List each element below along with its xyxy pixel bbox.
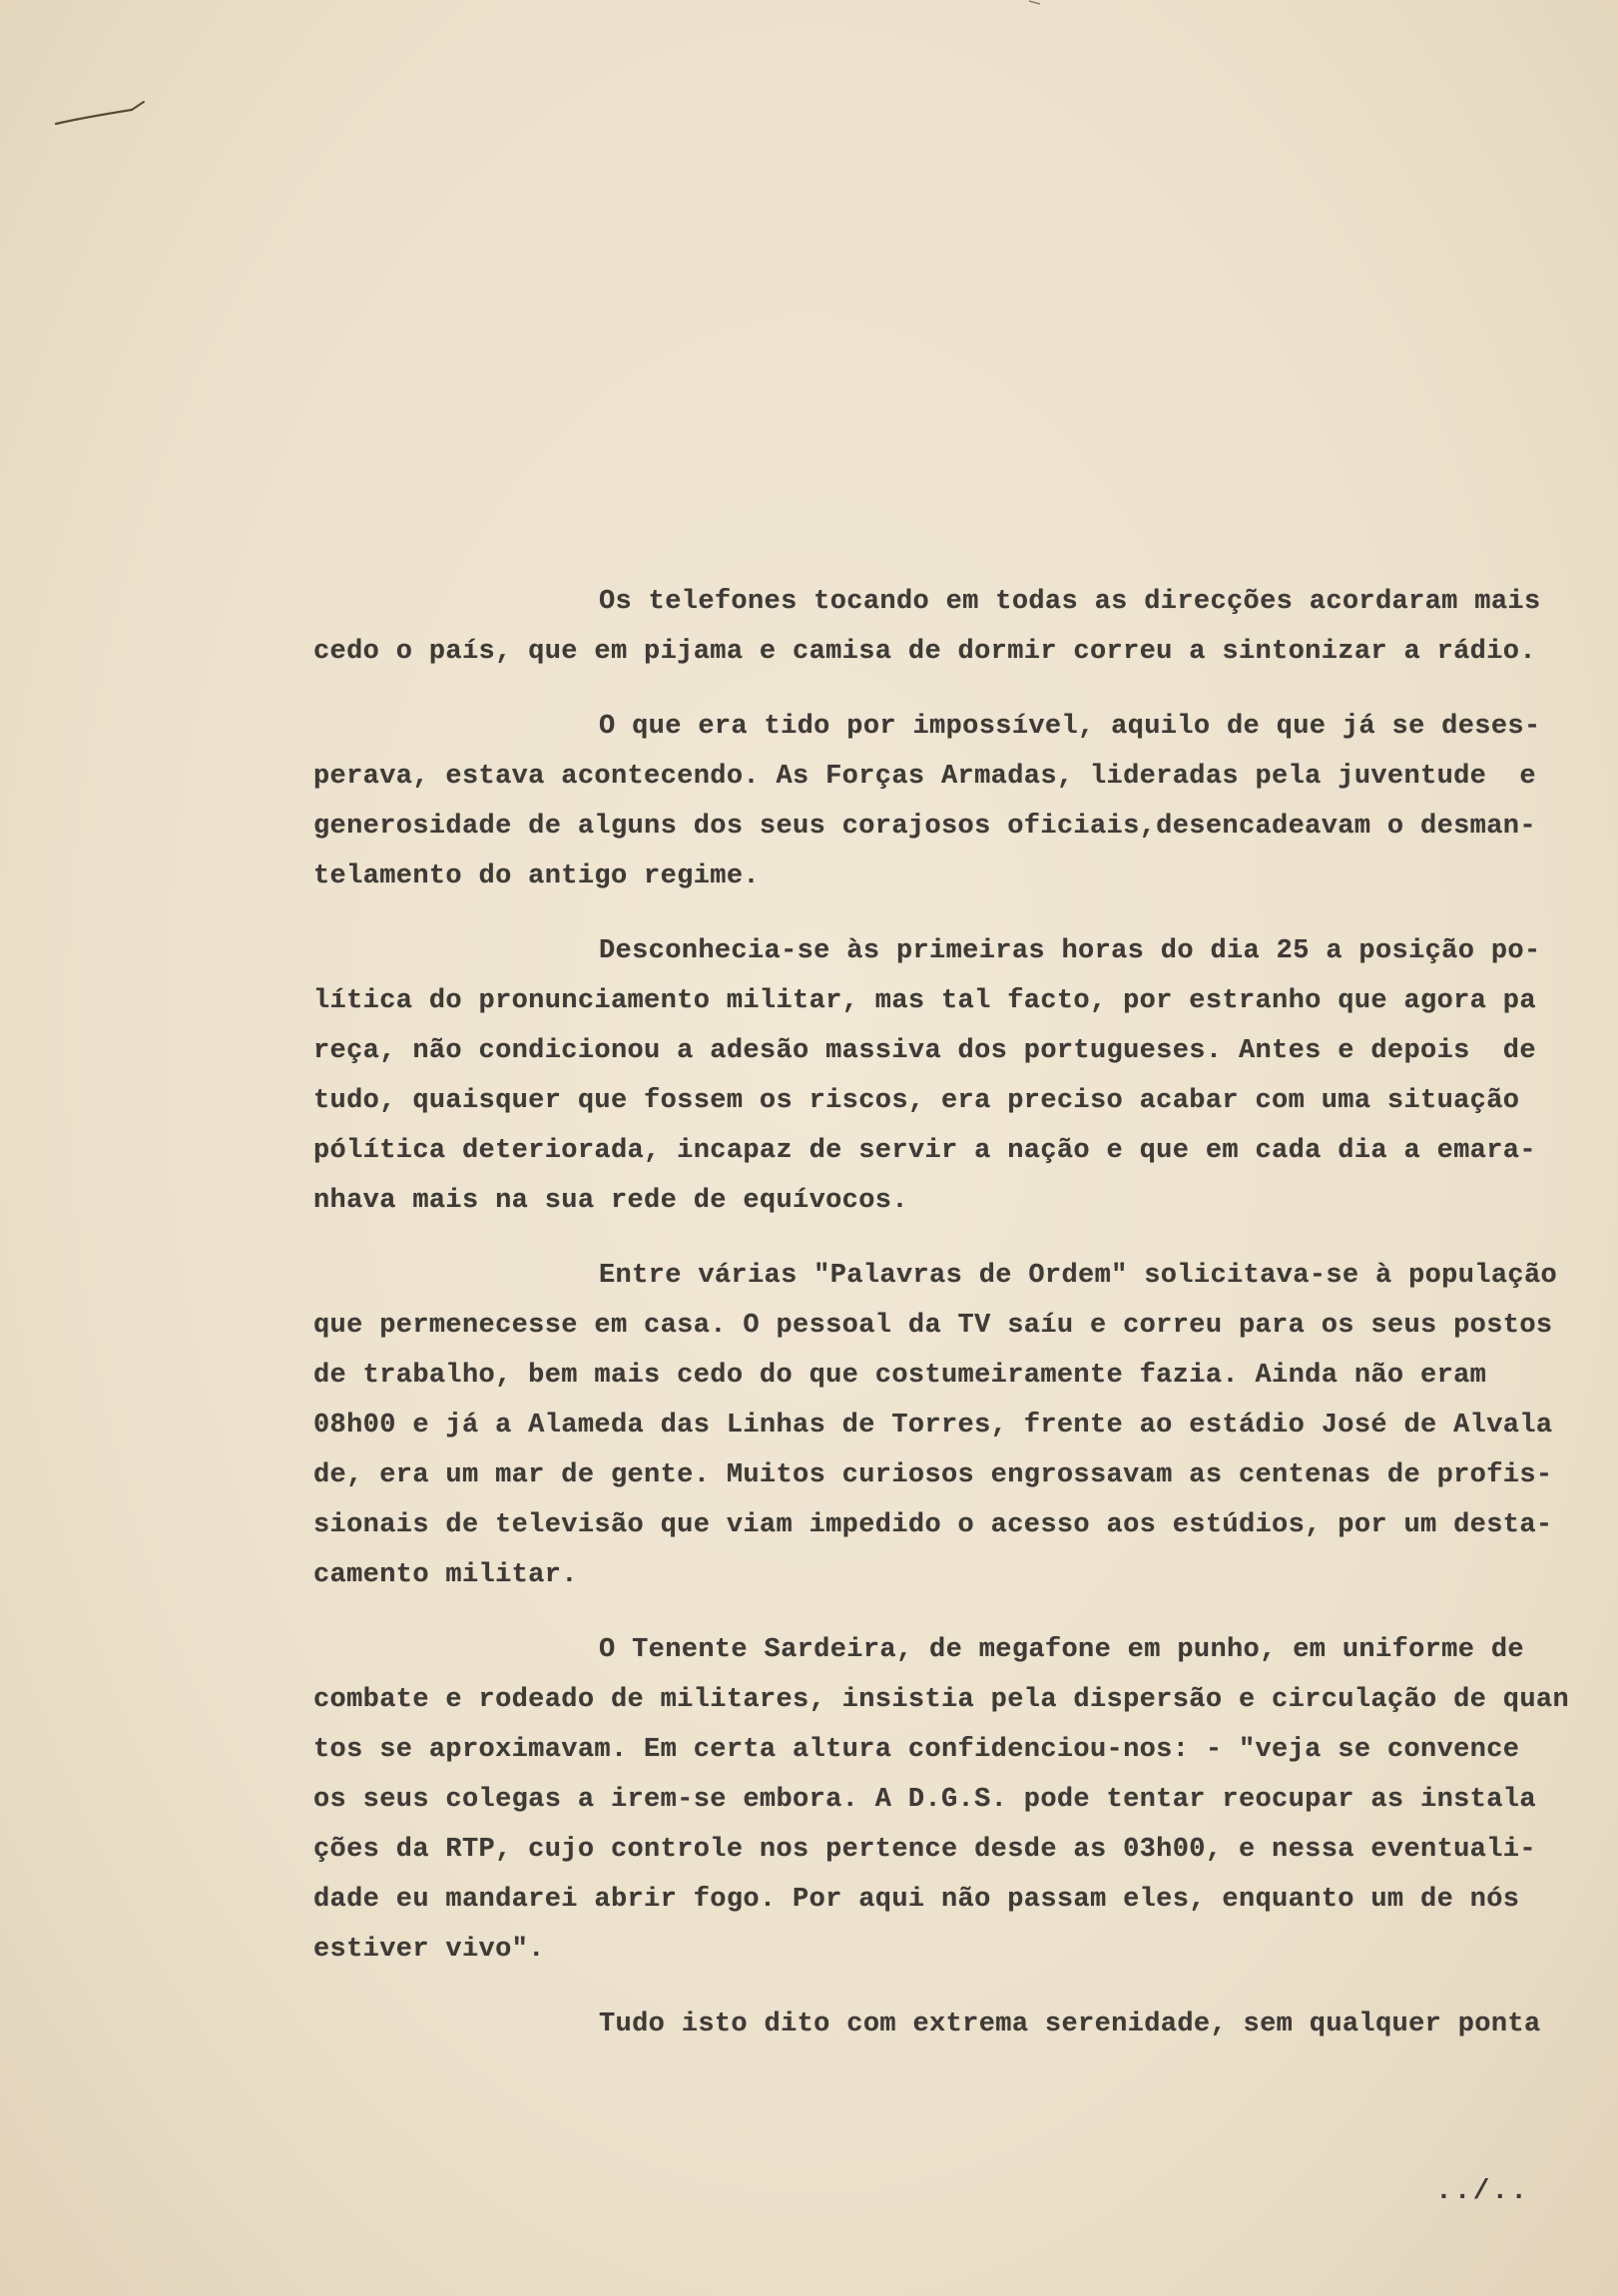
paper-speck	[1028, 0, 1042, 6]
text-line: combate e rodeado de militares, insistia pela dispersão e circulação de quan	[313, 1685, 1569, 1715]
text-line: pólítica deteriorada, incapaz de servir a nação e que em cada dia a emara-	[313, 1136, 1536, 1166]
paragraph-5	[313, 1625, 1569, 1975]
text-line: estiver vivo".	[313, 1935, 545, 1965]
paragraph-4	[313, 1251, 1558, 1600]
text-line: Desconhecia-se às primeiras horas do dia 25 a posição po-	[599, 936, 1541, 966]
paragraph-2	[313, 702, 1551, 901]
text-line: dade eu mandarei abrir fogo. Por aqui não passam eles, enquanto um de nós	[313, 1885, 1520, 1915]
text-line: perava, estava acontecendo. As Forças Armadas, lideradas pela juventude e	[313, 762, 1536, 792]
text-line: telamento do antigo regime.	[313, 861, 760, 891]
text-line: camento militar.	[313, 1560, 578, 1590]
text-line: reça, não condicionou a adesão massiva dos portugueses. Antes e depois de	[313, 1036, 1536, 1066]
text-line: Os telefones tocando em todas as direcções acordaram mais	[599, 587, 1541, 617]
pen-mark	[52, 96, 148, 136]
text-line: de trabalho, bem mais cedo do que costumeiramente fazia. Ainda não eram	[313, 1361, 1487, 1391]
text-line: tos se aproximavam. Em certa altura confidenciou-nos: - "veja se convence	[313, 1735, 1520, 1765]
text-line: Entre várias "Palavras de Ordem" solicitava-se à população	[599, 1261, 1558, 1291]
text-line: cedo o país, que em pijama e camisa de dormir correu a sintonizar a rádio.	[313, 637, 1536, 667]
text-line: tudo, quaisquer que fossem os riscos, era preciso acabar com uma situação	[313, 1086, 1520, 1116]
text-line: Tudo isto dito com extrema serenidade, sem qualquer ponta	[599, 2009, 1541, 2039]
text-line: os seus colegas a irem-se embora. A D.G.S. pode tentar reocupar as instala	[313, 1785, 1536, 1815]
text-line: generosidade de alguns dos seus corajosos oficiais,desencadeavam o desman-	[313, 812, 1536, 842]
typed-body-text	[313, 577, 1569, 2074]
text-line: que permenecesse em casa. O pessoal da TV saíu e correu para os seus postos	[313, 1311, 1553, 1341]
text-line: lítica do pronunciamento militar, mas tal facto, por estranho que agora pa	[313, 986, 1536, 1016]
text-line: O Tenente Sardeira, de megafone em punho, em uniforme de	[599, 1635, 1524, 1665]
text-line: O que era tido por impossível, aquilo de que já se deses-	[599, 712, 1541, 742]
text-line: sionais de televisão que viam impedido o acesso aos estúdios, por um desta-	[313, 1510, 1553, 1540]
paragraph-3	[313, 926, 1551, 1226]
text-line: ções da RTP, cujo controle nos pertence desde as 03h00, e nessa eventuali-	[313, 1835, 1536, 1865]
text-line: nhava mais na sua rede de equívocos.	[313, 1186, 908, 1216]
paragraph-6	[313, 2000, 1551, 2049]
continuation-mark: ../..	[1435, 2176, 1530, 2207]
text-line: de, era um mar de gente. Muitos curiosos engrossavam as centenas de profis-	[313, 1460, 1553, 1490]
paragraph-1	[313, 577, 1551, 677]
text-line: 08h00 e já a Alameda das Linhas de Torres, frente ao estádio José de Alvala	[313, 1411, 1553, 1440]
